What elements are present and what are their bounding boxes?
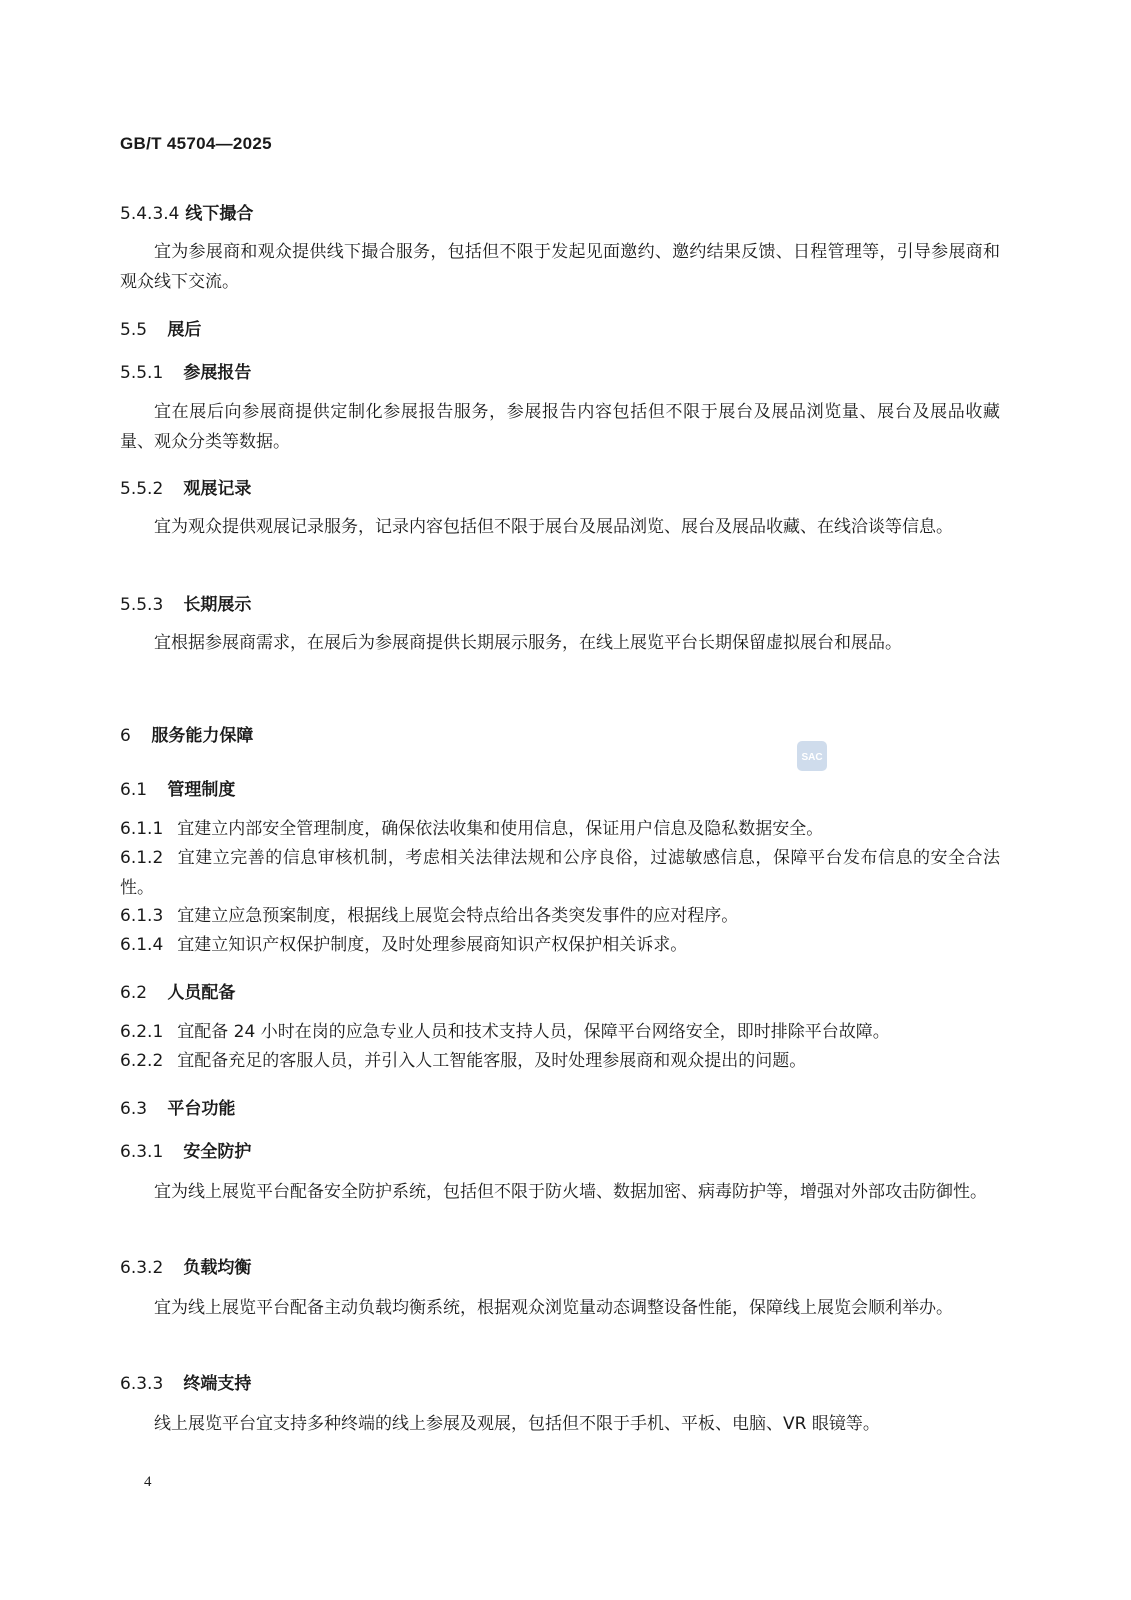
paragraph: 宜为参展商和观众提供线下撮合服务，包括但不限于发起见面邀约、邀约结果反馈、日程管理等，引导参展商和观众线下交流。: [120, 242, 1000, 292]
heading-6-2: [120, 978, 235, 1003]
heading-title: 参展报告: [183, 363, 252, 383]
item-text: 宜建立内部安全管理制度，确保依法收集和使用信息，保证用户信息及隐私数据安全。: [177, 819, 824, 839]
item-number: 6.1.1: [120, 819, 164, 839]
heading-number: 5.5.2: [120, 479, 164, 499]
heading-6-3-2: [120, 1253, 251, 1278]
heading-title: 终端支持: [183, 1374, 252, 1394]
heading-title: 安全防护: [183, 1142, 252, 1162]
heading-number: 6.2: [120, 983, 148, 1003]
heading-number: 6: [120, 726, 131, 746]
heading-number: 6.3.1: [120, 1142, 164, 1162]
heading-6-3-3: [120, 1369, 251, 1394]
list-item-6-1-4: [120, 930, 1000, 960]
heading-5-5-3: [120, 590, 251, 615]
item-number: 6.1.4: [120, 935, 164, 955]
heading-5-5-2: [120, 474, 251, 499]
item-text: 宜建立应急预案制度，根据线上展览会特点给出各类突发事件的应对程序。: [177, 906, 739, 926]
paragraph: 宜根据参展商需求，在展后为参展商提供长期展示服务，在线上展览平台长期保留虚拟展台和展品。: [154, 633, 902, 653]
item-text: 宜建立知识产权保护制度，及时处理参展商知识产权保护相关诉求。: [177, 935, 688, 955]
watermark-text: SAC: [801, 752, 823, 763]
heading-number: 5.5: [120, 320, 148, 340]
heading-number: 6.3.3: [120, 1374, 164, 1394]
sac-logo-icon: [797, 741, 827, 771]
paragraph: 宜在展后向参展商提供定制化参展报告服务，参展报告内容包括但不限于展台及展品浏览量、展台及展品收藏量、观众分类等数据。: [120, 402, 1000, 452]
heading-title: 管理制度: [167, 780, 236, 800]
list-item-6-2-2: [120, 1046, 1000, 1076]
list-item-6-2-1: [120, 1017, 1000, 1047]
heading-number: 5.5.3: [120, 595, 164, 615]
heading-5-5-1: [120, 358, 251, 383]
heading-title: 服务能力保障: [151, 726, 254, 746]
heading-title: 人员配备: [167, 983, 236, 1003]
heading-title: 观展记录: [183, 479, 252, 499]
heading-6: [120, 721, 253, 746]
list-item-6-1-1: [120, 814, 1000, 844]
list-item-6-1-2: [120, 843, 1000, 903]
heading-6-3: [120, 1094, 235, 1119]
heading-number: 6.3: [120, 1099, 148, 1119]
paragraph: 宜为观众提供观展记录服务，记录内容包括但不限于展台及展品浏览、展台及展品收藏、在线洽谈等信息。: [154, 517, 953, 537]
item-number: 6.2.2: [120, 1051, 164, 1071]
heading-6-1: [120, 775, 235, 800]
page-number: 4: [144, 1474, 152, 1490]
heading-title: 长期展示: [183, 595, 252, 615]
item-text: 宜配备充足的客服人员，并引入人工智能客服，及时处理参展商和观众提出的问题。: [177, 1051, 807, 1071]
heading-number: 6.1: [120, 780, 148, 800]
item-number: 6.1.2: [120, 848, 164, 868]
paragraph: 宜为线上展览平台配备主动负载均衡系统，根据观众浏览量动态调整设备性能，保障线上展览会顺利举办。: [154, 1298, 953, 1318]
paragraph: 宜为线上展览平台配备安全防护系统，包括但不限于防火墙、数据加密、病毒防护等，增强对外部攻击防御性。: [154, 1182, 987, 1202]
heading-5-5: [120, 315, 201, 340]
heading-6-3-1: [120, 1137, 251, 1162]
heading-title: 平台功能: [167, 1099, 236, 1119]
heading-number: 5.4.3.4: [120, 204, 180, 224]
item-number: 6.1.3: [120, 906, 164, 926]
item-number: 6.2.1: [120, 1022, 164, 1042]
heading-title: 负载均衡: [183, 1258, 252, 1278]
heading-number: 5.5.1: [120, 363, 164, 383]
item-text: 宜配备 24 小时在岗的应急专业人员和技术支持人员，保障平台网络安全，即时排除平台故障。: [177, 1022, 890, 1042]
item-text: 宜建立完善的信息审核机制，考虑相关法律法规和公序良俗，过滤敏感信息，保障平台发布信息的安全合法性。: [120, 848, 1000, 898]
heading-title: 线下撮合: [185, 204, 254, 224]
list-item-6-1-3: [120, 901, 1000, 931]
paragraph: 线上展览平台宜支持多种终端的线上参展及观展，包括但不限于手机、平板、电脑、VR 眼镜等。: [154, 1414, 880, 1434]
heading-title: 展后: [167, 320, 202, 340]
document-code: GB/T 45704—2025: [120, 134, 272, 153]
heading-5-4-3-4: [120, 199, 253, 224]
heading-number: 6.3.2: [120, 1258, 164, 1278]
